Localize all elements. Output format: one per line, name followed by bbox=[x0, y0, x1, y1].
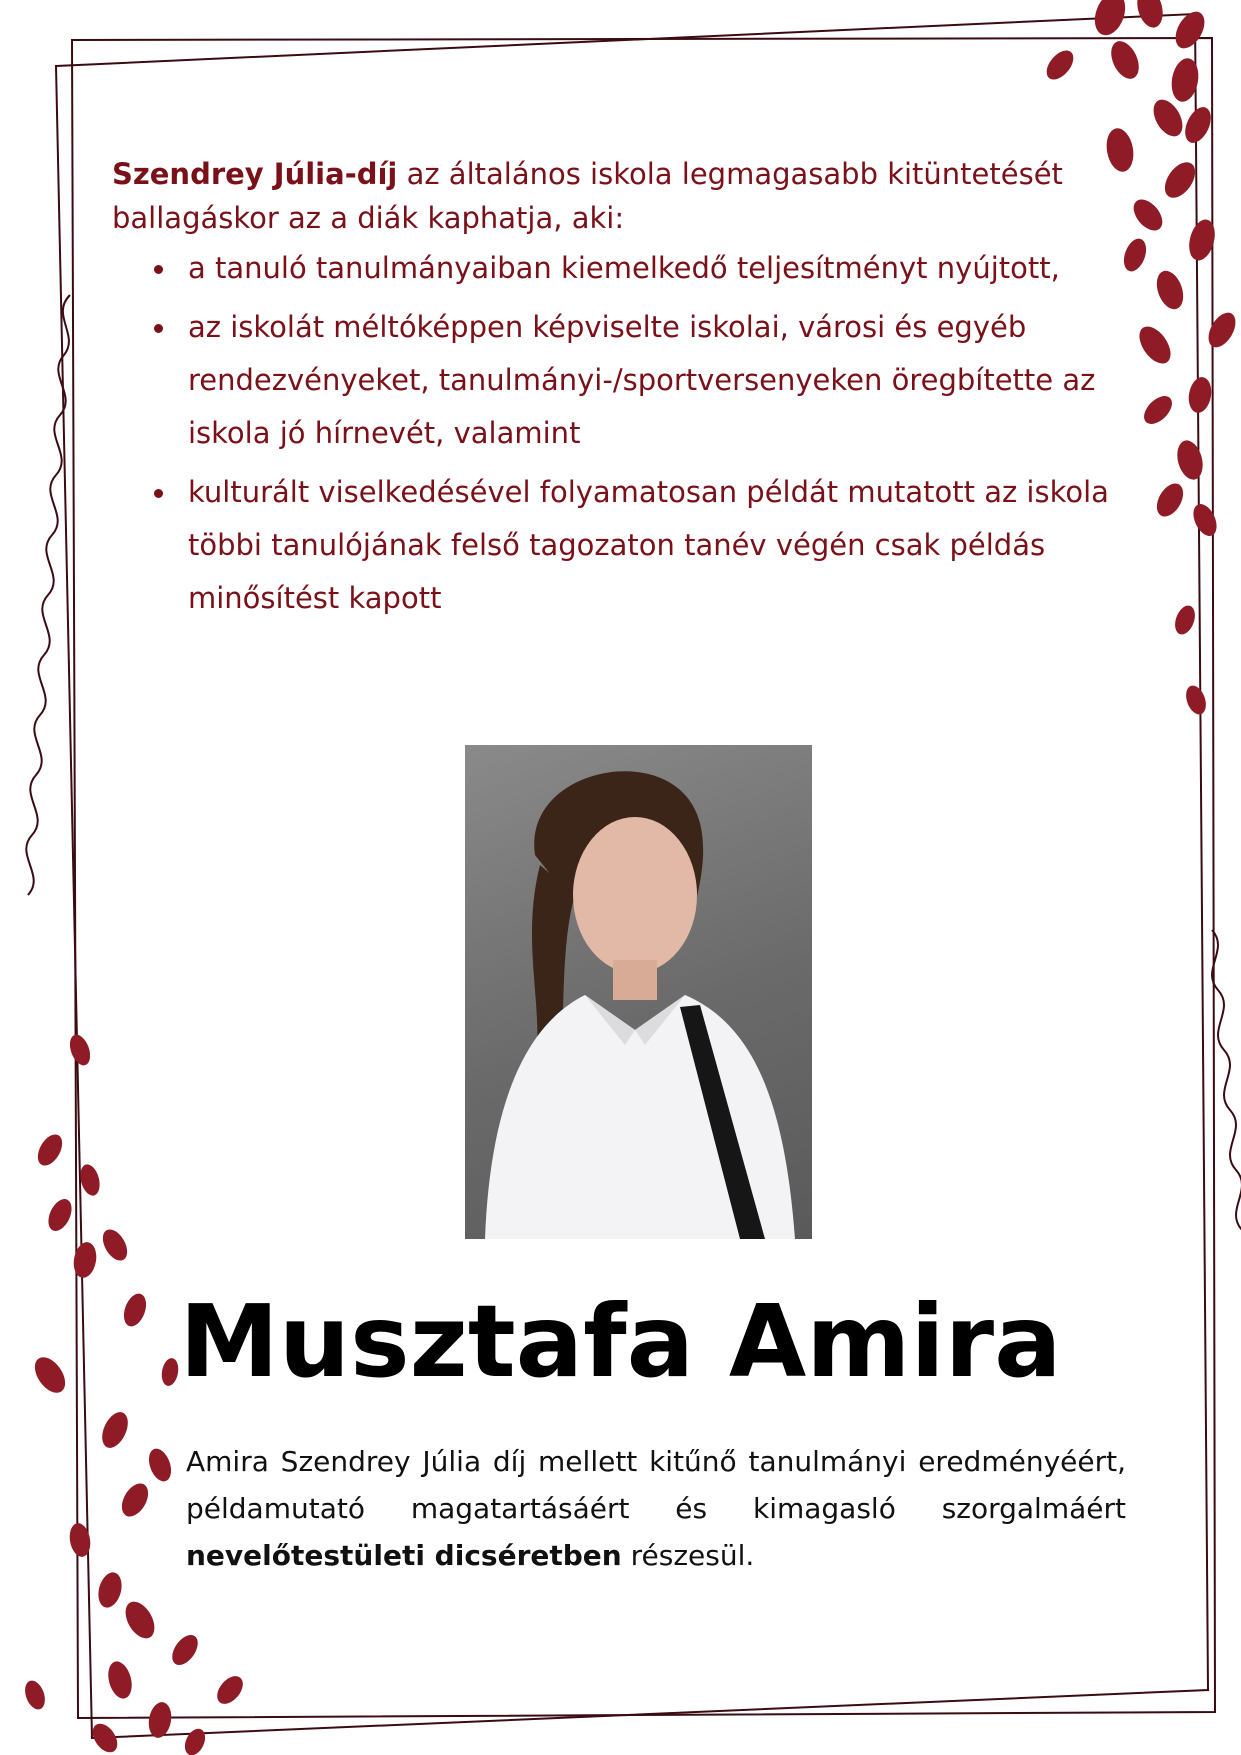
student-portrait bbox=[465, 745, 812, 1239]
list-item bbox=[112, 466, 1112, 625]
recognition-text-after: részesül. bbox=[621, 1539, 755, 1572]
student-name: Musztafa Amira bbox=[179, 1283, 1062, 1400]
award-description bbox=[112, 152, 1112, 631]
bullet-icon bbox=[154, 489, 163, 498]
list-item bbox=[112, 301, 1112, 460]
bullet-icon bbox=[154, 324, 163, 333]
list-item bbox=[112, 242, 1112, 295]
criterion-text: a tanuló tanulmányaiban kiemelkedő teljesítményt nyújtott, bbox=[188, 251, 1060, 285]
award-name: Szendrey Júlia-díj bbox=[112, 157, 398, 191]
award-lead-text: az általános iskola legmagasabb kitüntetését ballagáskor az a diák kaphatja, aki: bbox=[112, 157, 1063, 235]
criteria-list bbox=[112, 242, 1112, 625]
recognition-highlight: nevelőtestületi dicséretben bbox=[186, 1539, 622, 1572]
portrait-illustration bbox=[465, 745, 812, 1239]
recognition-text-before: Amira Szendrey Júlia díj mellett kitűnő tanulmányi eredményéért, példamutató magatartásáért és kimagasló szorgalmáért bbox=[186, 1445, 1126, 1525]
criterion-text: kulturált viselkedésével folyamatosan példát mutatott az iskola többi tanulójának felső tagozaton tanév végén csak példás minősítést kapott bbox=[188, 475, 1109, 615]
recognition-text bbox=[186, 1438, 1126, 1579]
award-lead bbox=[112, 152, 1112, 240]
criterion-text: az iskolát méltóképpen képviselte iskolai, városi és egyéb rendezvényeket, tanulmányi-/sportversenyeken öregbítette az iskola jó hírnevét, valamint bbox=[188, 310, 1096, 450]
bullet-icon bbox=[154, 265, 163, 274]
right-vine bbox=[1212, 930, 1241, 1334]
